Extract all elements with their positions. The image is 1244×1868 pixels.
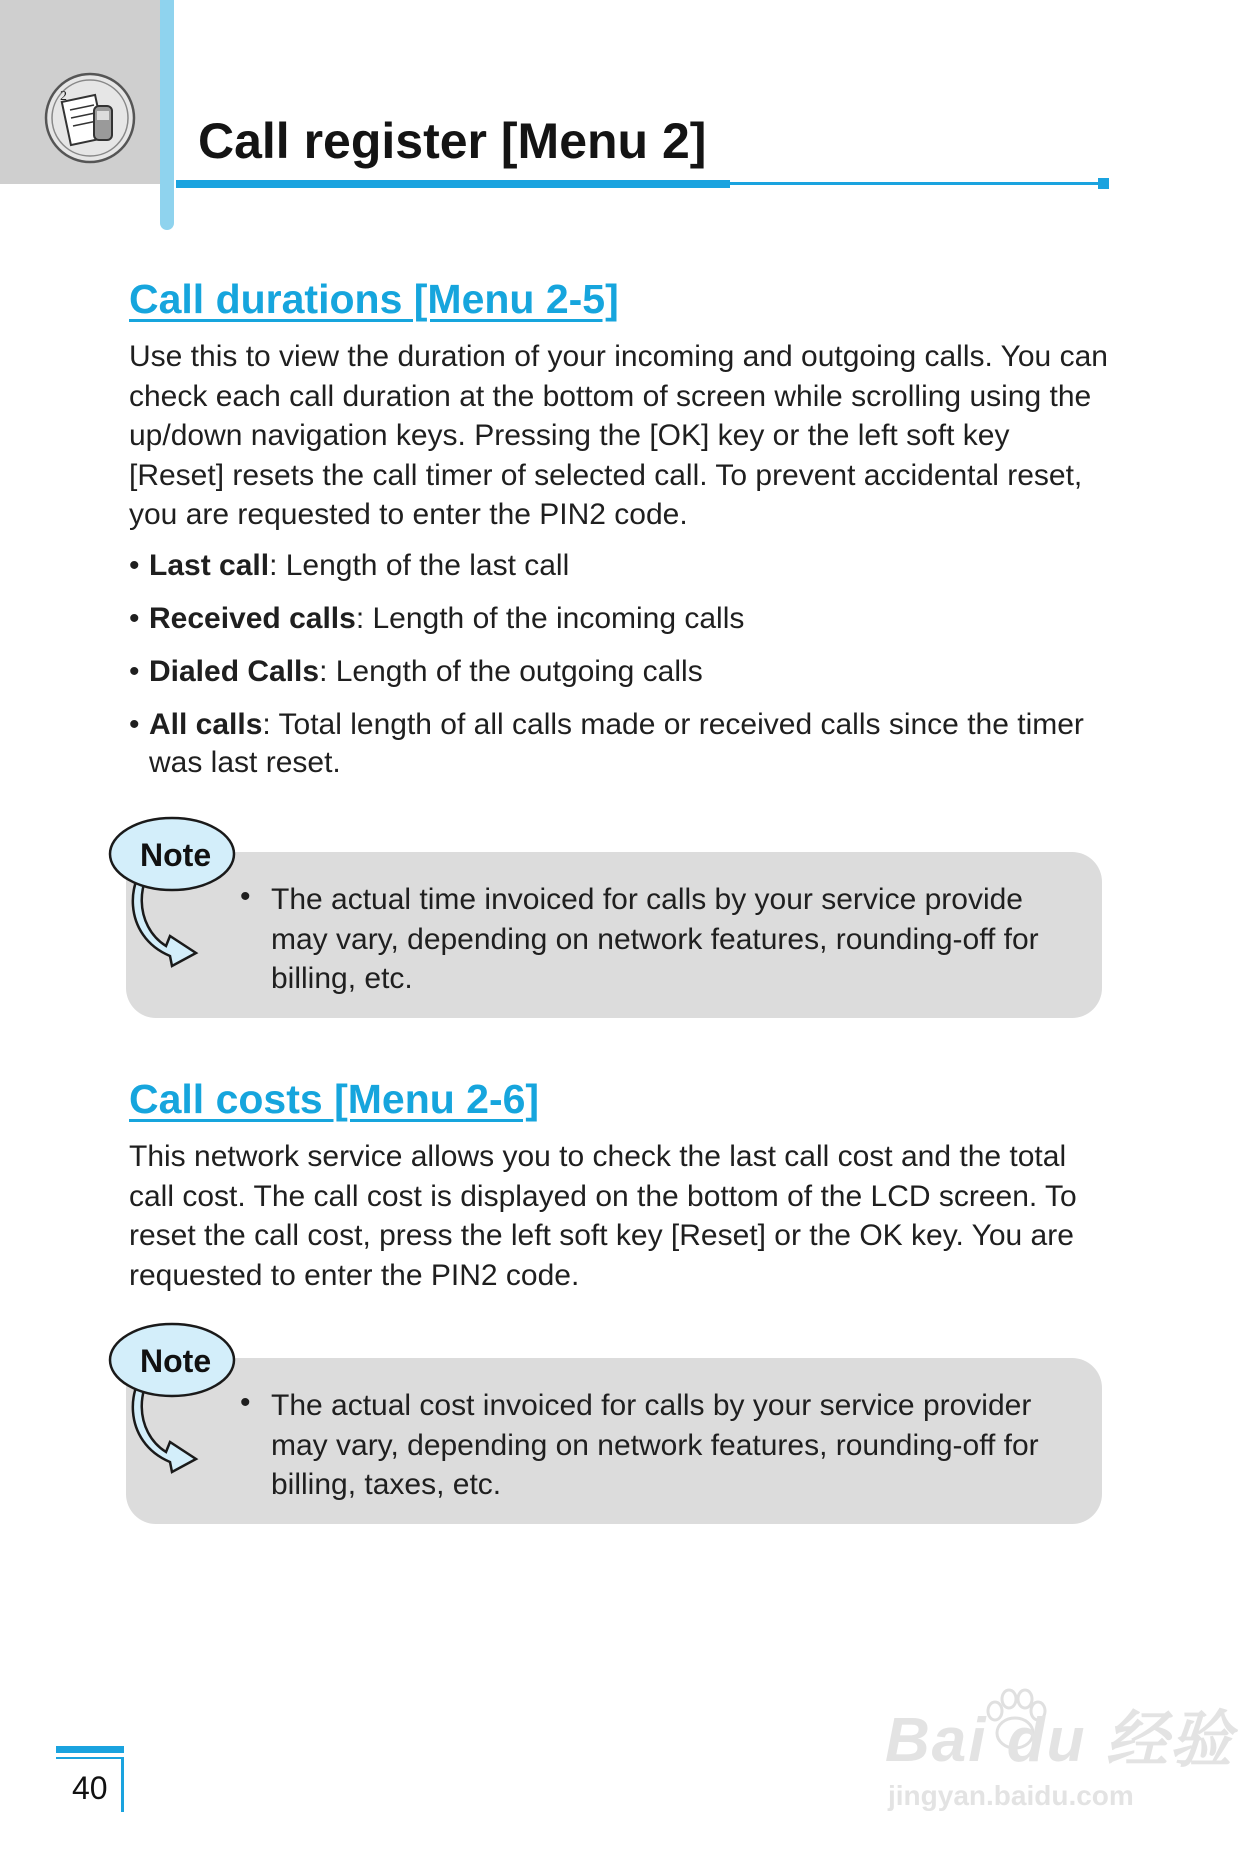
note-text-costs: The actual cost invoiced for calls by your service provider may vary, depending on network features, rounding-off for billing, taxes, etc.: [271, 1389, 1039, 1501]
list-item: [129, 547, 1109, 585]
watermark-url: jingyan.baidu.com: [888, 1780, 1134, 1811]
chapter-vertical-bar: [160, 0, 174, 230]
section-body-call-costs: This network service allows you to check the last call cost and the total call cost. The call cost is displayed on the bottom of the LCD screen. To reset the call cost, press the left soft key [Reset] or the OK key. You are requested to enter the PIN2 code.: [129, 1140, 1077, 1292]
call-register-icon: [42, 70, 138, 166]
page-number-rule: [56, 1746, 124, 1753]
note-label: Note: [140, 1343, 212, 1379]
bullet-term: All calls: [149, 708, 263, 741]
bullet-desc: : Length of the incoming calls: [355, 602, 745, 635]
title-rule-end-square: [1098, 178, 1109, 189]
note-arrow-icon: [104, 814, 254, 974]
watermark-logo: Bai du 经验: [885, 1706, 1234, 1775]
page-number: 40: [72, 1770, 108, 1806]
list-item: [129, 600, 1109, 638]
note-label: Note: [140, 837, 212, 873]
chapter-title: Call register [Menu 2]: [198, 113, 707, 169]
title-rule-thin: [730, 182, 1104, 185]
bullet-desc: : Length of the outgoing calls: [319, 655, 703, 688]
section-body-call-durations: Use this to view the duration of your incoming and outgoing calls. You can check each call duration at the bottom of screen while scrolling using the up/down navigation keys. Pressing the [OK] key or the left soft key [Reset] resets the call timer of selected call. To prevent accidental reset, you are requested to enter the PIN2 code.: [129, 340, 1108, 531]
chapter-icon-number: 2: [60, 89, 67, 104]
list-item: [129, 706, 1109, 782]
bullet-desc: : Total length of all calls made or received calls since the timer was last reset.: [149, 708, 1084, 779]
list-item: [129, 653, 1109, 691]
section-title-call-durations: Call durations [Menu 2-5]: [129, 276, 619, 322]
call-durations-list: [129, 547, 1109, 797]
page-number-bar: [121, 1758, 124, 1812]
section-title-call-costs: Call costs [Menu 2-6]: [129, 1076, 540, 1122]
note-arrow-icon: [104, 1320, 254, 1480]
note-bullet: •: [240, 880, 251, 913]
bullet-desc: : Length of the last call: [269, 549, 570, 582]
page-number-rule-thin: [56, 1757, 124, 1759]
title-rule-thick: [176, 180, 730, 188]
note-text-durations: The actual time invoiced for calls by your service provide may vary, depending on network features, rounding-off for billing, etc.: [271, 883, 1039, 995]
note-bullet: •: [240, 1386, 251, 1419]
bullet-term: Last call: [149, 549, 270, 582]
bullet-term: Received calls: [149, 602, 356, 635]
bullet-term: Dialed Calls: [149, 655, 320, 688]
